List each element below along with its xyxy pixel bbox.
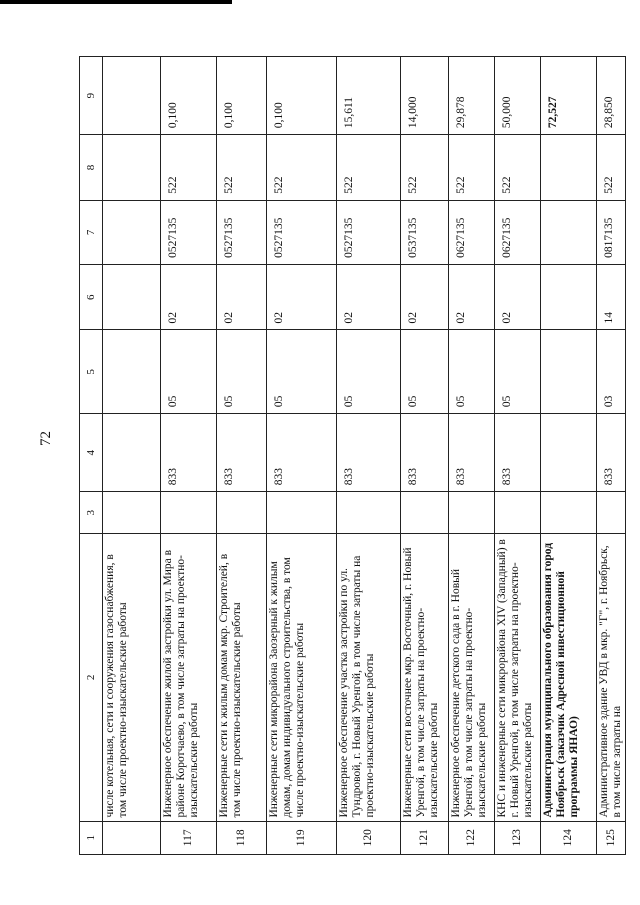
column-header: 6	[80, 264, 103, 330]
value-cell: 02	[337, 264, 401, 330]
row-number-cell: 119	[267, 821, 337, 854]
row-number-cell	[103, 821, 161, 854]
column-header: 3	[80, 492, 103, 534]
value-cell	[337, 492, 401, 534]
value-cell: 05	[337, 330, 401, 414]
page-number: 72	[38, 431, 54, 446]
column-header: 2	[80, 534, 103, 821]
value-cell: 02	[161, 264, 217, 330]
value-cell	[103, 200, 161, 264]
value-cell: 05	[495, 330, 541, 414]
value-cell: 14,000	[401, 57, 449, 135]
value-cell: 833	[337, 414, 401, 492]
row-number-cell: 117	[161, 821, 217, 854]
item-name-cell: Инженерное обеспечение участка застройки по ул. Тундровой, г. Новый Уренгой, в том числе затраты на проектно-изыскательские работы	[337, 534, 401, 821]
value-cell: 833	[597, 414, 626, 492]
item-name-cell: КНС и инженерные сети микрорайона XIV (Западный) в г. Новый Уренгой, в том числе затраты на проектно-изыскательские работы	[495, 534, 541, 821]
row-number-cell: 125	[597, 821, 626, 854]
value-cell: 522	[449, 135, 495, 201]
value-cell	[217, 492, 267, 534]
value-cell: 0,100	[161, 57, 217, 135]
value-cell: 522	[267, 135, 337, 201]
value-cell	[103, 57, 161, 135]
column-header: 1	[80, 821, 103, 854]
value-cell: 02	[401, 264, 449, 330]
value-cell: 0627135	[449, 200, 495, 264]
value-cell: 02	[217, 264, 267, 330]
row-number-cell: 120	[337, 821, 401, 854]
value-cell: 522	[337, 135, 401, 201]
value-cell: 0527135	[337, 200, 401, 264]
value-cell: 0537135	[401, 200, 449, 264]
value-cell	[267, 492, 337, 534]
item-name-cell: Инженерные сети восточнее мкр. Восточный, г. Новый Уренгой, в том числе затраты на проектно-изыскательские работы	[401, 534, 449, 821]
table-row	[217, 57, 267, 855]
value-cell: 0817135	[597, 200, 626, 264]
table-row	[541, 57, 597, 855]
value-cell	[541, 492, 597, 534]
item-name-cell: Инженерное обеспечение детского сада в г. Новый Уренгой, в том числе затраты на проектно-изыскательские работы	[449, 534, 495, 821]
value-cell	[103, 264, 161, 330]
table-row	[103, 57, 161, 855]
value-cell	[541, 200, 597, 264]
column-header: 7	[80, 200, 103, 264]
column-header: 4	[80, 414, 103, 492]
budget-table-rotated	[79, 56, 623, 855]
table-row	[161, 57, 217, 855]
value-cell	[161, 492, 217, 534]
column-header: 8	[80, 135, 103, 201]
table-row	[267, 57, 337, 855]
table-row	[401, 57, 449, 855]
value-cell: 0527135	[161, 200, 217, 264]
value-cell: 05	[217, 330, 267, 414]
value-cell: 03	[597, 330, 626, 414]
column-header: 9	[80, 57, 103, 135]
value-cell: 833	[267, 414, 337, 492]
item-name-cell: числе котельная, сети и сооружения газоснабжения, в том числе проектно-изыскательские работы	[103, 534, 161, 821]
value-cell: 522	[161, 135, 217, 201]
value-cell: 50,000	[495, 57, 541, 135]
table-row	[495, 57, 541, 855]
row-number-cell: 123	[495, 821, 541, 854]
value-cell	[495, 492, 541, 534]
value-cell: 833	[217, 414, 267, 492]
value-cell: 05	[449, 330, 495, 414]
value-cell	[541, 264, 597, 330]
value-cell: 833	[449, 414, 495, 492]
item-name-cell: Инженерное обеспечение жилой застройки ул. Мира в районе Коротчаево, в том числе затраты на проектно-изыскательские работы	[161, 534, 217, 821]
value-cell: 05	[401, 330, 449, 414]
value-cell: 28,850	[597, 57, 626, 135]
value-cell: 833	[161, 414, 217, 492]
row-number-cell: 118	[217, 821, 267, 854]
table-row	[597, 57, 626, 855]
item-name-cell: Административное здание УВД в мкр. "Г", г. Ноябрьск, в том числе затраты на	[597, 534, 626, 821]
value-cell: 833	[401, 414, 449, 492]
value-cell	[449, 492, 495, 534]
table-row	[337, 57, 401, 855]
value-cell: 0527135	[267, 200, 337, 264]
value-cell: 522	[401, 135, 449, 201]
item-name-cell: Администрация муниципального образования город Ноябрьск (заказчик Адресной инвестиционной программы ЯНАО)	[541, 534, 597, 821]
row-number-cell: 122	[449, 821, 495, 854]
value-cell: 522	[495, 135, 541, 201]
value-cell	[103, 135, 161, 201]
value-cell: 522	[597, 135, 626, 201]
top-border-line	[0, 0, 232, 4]
value-cell	[103, 330, 161, 414]
value-cell	[401, 492, 449, 534]
budget-table	[79, 56, 626, 855]
value-cell	[541, 414, 597, 492]
value-cell: 02	[495, 264, 541, 330]
header-row	[80, 57, 103, 855]
table-row	[449, 57, 495, 855]
item-name-cell: Инженерные сети к жилым домам мкр. Строителей, в том числе проектно-изыскательские работы	[217, 534, 267, 821]
value-cell: 833	[495, 414, 541, 492]
value-cell	[541, 135, 597, 201]
value-cell: 72,527	[541, 57, 597, 135]
value-cell	[103, 414, 161, 492]
row-number-cell: 121	[401, 821, 449, 854]
value-cell: 05	[267, 330, 337, 414]
value-cell	[541, 330, 597, 414]
value-cell: 522	[217, 135, 267, 201]
row-number-cell: 124	[541, 821, 597, 854]
value-cell: 0627135	[495, 200, 541, 264]
item-name-cell: Инженерные сети микрорайона Заозерный к жилым домам, домам индивидуального строительства, в том числе проектно-изыскательские работы	[267, 534, 337, 821]
column-header: 5	[80, 330, 103, 414]
value-cell: 14	[597, 264, 626, 330]
value-cell: 29,878	[449, 57, 495, 135]
value-cell	[597, 492, 626, 534]
value-cell: 15,611	[337, 57, 401, 135]
value-cell: 02	[449, 264, 495, 330]
value-cell: 05	[161, 330, 217, 414]
value-cell: 0527135	[217, 200, 267, 264]
value-cell	[103, 492, 161, 534]
value-cell: 02	[267, 264, 337, 330]
value-cell: 0,100	[267, 57, 337, 135]
value-cell: 0,100	[217, 57, 267, 135]
